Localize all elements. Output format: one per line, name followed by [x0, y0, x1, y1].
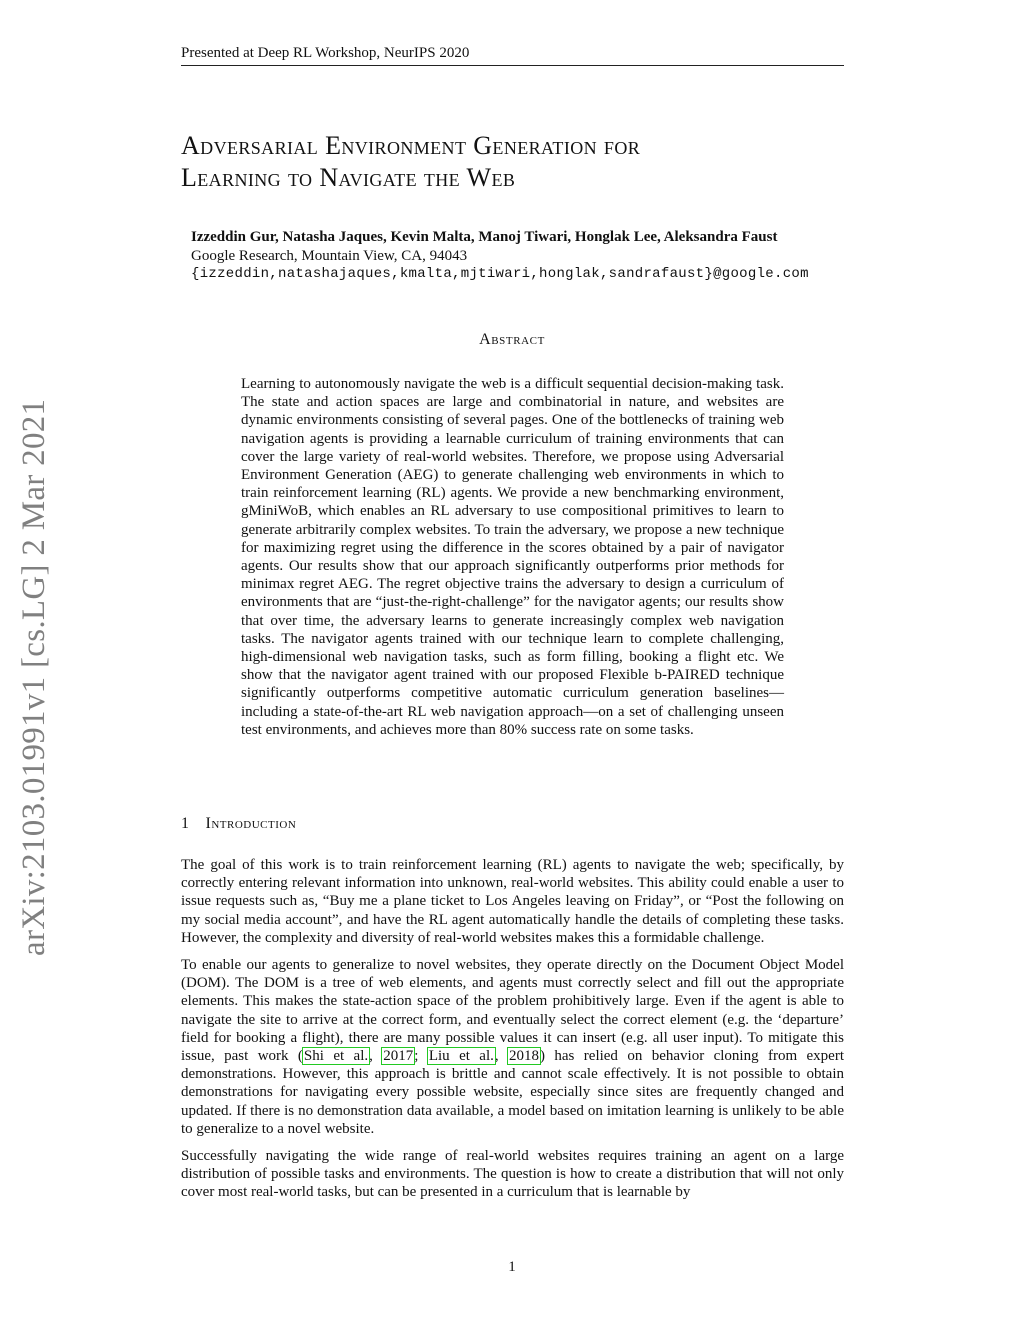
citation-link-shi[interactable]	[303, 1048, 369, 1064]
citation-link-liu[interactable]	[428, 1048, 495, 1064]
citation-link-shi-year[interactable]	[382, 1048, 414, 1064]
citation-author: Liu et al.	[428, 1048, 494, 1065]
citation-author: Shi et al.	[303, 1048, 369, 1065]
author-affiliation: Google Research, Mountain View, CA, 94043	[191, 247, 468, 264]
arxiv-stamp: arXiv:2103.01991v1 [cs.LG] 2 Mar 2021	[16, 398, 52, 956]
author-block	[191, 228, 891, 284]
title-line-2: Learning to Navigate the Web	[181, 163, 516, 192]
citation-link-liu-year[interactable]	[508, 1048, 540, 1064]
citation-year: 2017	[383, 1048, 414, 1065]
introduction-body	[181, 856, 844, 1211]
author-names: Izzeddin Gur, Natasha Jaques, Kevin Malta, Manoj Tiwari, Honglak Lee, Aleksandra Faust	[191, 229, 778, 245]
section-title: Introduction	[205, 815, 297, 832]
intro-p2-text-after: ) has relied on behavior cloning from expert demonstrations. However, this approach is brittle and cannot scale effectively. It is not possible to obtain demonstrations for navigating every possible website, especially since sites are frequently changed and updated. If there is no demonstration data available, a model based on imitation learning is unlikely to be able to generalize to a novel website.	[181, 1048, 845, 1137]
section-number: 1	[181, 815, 190, 832]
section-heading-introduction	[181, 815, 296, 833]
intro-p2-text-before: To enable our agents to generalize to novel websites, they operate directly on the Document Object Model (DOM). The DOM is a tree of web elements, and agents must correctly select and fill out the appropriate elements. This makes the state-action space of the problem prohibitively large. Even if the agent is able to navigate the site to arrive at the correct form, and eventually select the correct element (e.g. the ‘departure’ field for booking a flight), there are many possible values it can insert (e.g. all user input). To mitigate this issue, past work (	[181, 957, 844, 1065]
abstract-text: Learning to autonomously navigate the web is a difficult sequential decision-making task. The state and action spaces are large and combinatorial in nature, and websites are dynamic environments consisting of several pages. One of the bottlenecks of training web navigation agents is providing a learnable curriculum of training environments that can cover the large variety of real-world websites. Therefore, we propose using Adversarial Environment Generation (AEG) to generate challenging web environments in which to train reinforcement learning (RL) agents. We provide a new benchmarking environment, gMiniWoB, which enables an RL adversary to use compositional primitives to learn to generate arbitrarily complex websites. To train the adversary, we propose a new technique for maximizing regret using the difference in the scores obtained by a pair of navigator agents. Our results show that our approach significantly outperforms prior methods for minimax regret AEG. The regret objective trains the adversary to design a curriculum of environments that are “just-the-right-challenge” for the navigator agents; our results show that over time, the adversary learns to generate increasingly complex web navigation tasks. The navigator agents trained with our technique learn to complete challenging, high-dimensional web navigation tasks, such as form filling, booking a flight etc. We show that the navigator agent trained with our proposed Flexible b-PAIRED technique significantly outperforms competitive automatic curriculum generation baselines—including a state-of-the-art RL web navigation approach—on a set of challenging unseen test environments, and achieves more than 80% success rate on some tasks.	[241, 376, 784, 738]
author-emails: {izzeddin,natashajaques,kmalta,mjtiwari,honglak,sandrafaust}@google.com	[191, 266, 809, 282]
intro-paragraph-1: The goal of this work is to train reinforcement learning (RL) agents to navigate the web; specifically, by correctly entering relevant information into unknown, real-world websites. This ability could enable a user to issue requests such as, “Buy me a plane ticket to Los Angeles leaving on Friday”, or “Post the following on my social media account”, and have the RL agent automatically handle the details of completing these tasks. However, the complexity and diversity of real-world websites makes this a formidable challenge.	[181, 857, 844, 946]
venue-header: Presented at Deep RL Workshop, NeurIPS 2020	[181, 44, 844, 66]
title-line-1: Adversarial Environment Generation for	[181, 131, 641, 160]
page-number: 1	[508, 1259, 516, 1275]
intro-paragraph-3: Successfully navigating the wide range of real-world websites requires training an agent on a large distribution of possible tasks and environments. The question is how to create a distribution that will not only cover most real-world tasks, but can be presented in a curriculum that is learnable by	[181, 1148, 844, 1201]
abstract-heading: Abstract	[479, 331, 545, 348]
citation-year: 2018	[509, 1048, 540, 1065]
intro-paragraph-2: To enable our agents to generalize to novel websites, they operate directly on the Document Object Model (DOM). The DOM is a tree of web elements, and agents must correctly select and fill out the appropriate elements. This makes the state-action space of the problem prohibitively large. Even if the agent is able to navigate the site to arrive at the correct form, and eventually select the correct element (e.g. the ‘departure’ field for booking a flight), there are many possible values it can insert (e.g. all user input). To mitigate this issue, past work (Shi et al., 2017; Liu et al., 2018) has relied on behavior cloning from expert demonstrations. However, this approach is brittle and cannot scale effectively. It is not possible to obtain demonstrations for navigating every possible website, especially since sites are frequently changed and updated. If there is no demonstration data available, a model based on imitation learning is unlikely to be able to generalize to a novel website.	[181, 957, 845, 1137]
paper-title	[181, 130, 881, 194]
